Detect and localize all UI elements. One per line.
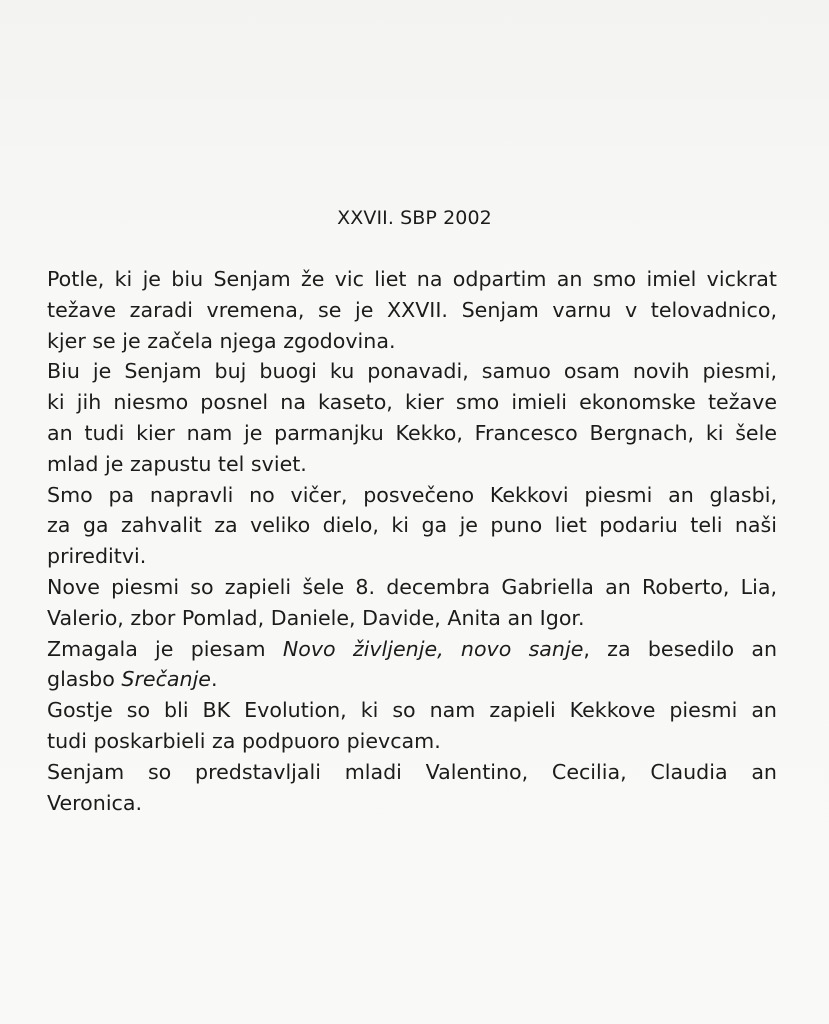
text-line: Nove piesmi so zapieli šele 8. decembra Gabriella an Roberto, Lia, — [47, 574, 777, 599]
group-name: Srečanje — [121, 667, 211, 692]
text-run: , za besedilo an — [583, 636, 777, 661]
text-line: tudi poskarbieli za podpuoro pievcam. — [47, 728, 441, 753]
text-line: prireditvi. — [47, 544, 147, 569]
document-body — [47, 264, 777, 818]
document-title: XXVII. SBP 2002 — [337, 207, 492, 229]
text-line: ki jih niesmo posnel na kaseto, kier smo imieli ekonomske težave — [47, 390, 777, 415]
text-line: za ga zahvalit za veliko dielo, ki ga je puno liet podariu teli naši — [47, 513, 777, 538]
paragraph-6 — [47, 695, 777, 757]
paragraph-1 — [47, 264, 777, 356]
paragraph-2 — [47, 356, 777, 479]
text-line — [47, 634, 777, 665]
text-line — [47, 664, 777, 695]
text-line: Veronica. — [47, 790, 143, 815]
text-line: Valerio, zbor Pomlad, Daniele, Davide, Anita an Igor. — [47, 605, 585, 630]
text-line: Biu je Senjam buj buogi ku ponavadi, samuo osam novih piesmi, — [47, 359, 777, 384]
paragraph-4 — [47, 572, 777, 634]
text-run: Zmagala je piesam — [47, 636, 283, 661]
text-run: glasbo — [47, 667, 122, 692]
song-title: Novo življenje, novo sanje — [282, 636, 584, 661]
text-run: . — [210, 667, 218, 692]
text-line: an tudi kier nam je parmanjku Kekko, Francesco Bergnach, ki šele — [47, 420, 777, 445]
paragraph-5 — [47, 634, 777, 696]
text-line: Potle, ki je biu Senjam že vic liet na odpartim an smo imiel vickrat — [47, 267, 777, 291]
text-line: težave zaradi vremena, se je XXVII. Senjam varnu v telovadnico, — [47, 297, 777, 322]
text-line: mlad je zapustu tel sviet. — [47, 451, 307, 476]
text-line: Smo pa napravli no vičer, posvečeno Kekkovi piesmi an glasbi, — [47, 482, 777, 507]
text-line: kjer se je začela njega zgodovina. — [47, 328, 396, 353]
paragraph-7 — [47, 757, 777, 819]
paragraph-3 — [47, 480, 777, 572]
text-line: Gostje so bli BK Evolution, ki so nam zapieli Kekkove piesmi an — [47, 698, 777, 723]
text-line: Senjam so predstavljali mladi Valentino, Cecilia, Claudia an — [47, 759, 777, 784]
